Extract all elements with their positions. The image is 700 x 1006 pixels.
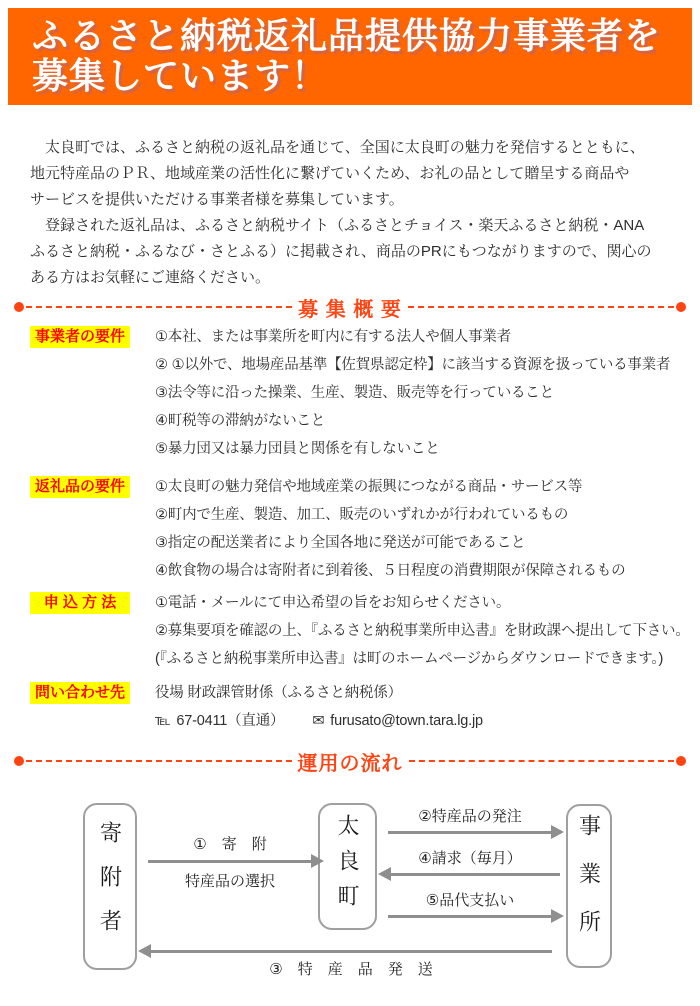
flow-box-donor-text: 寄附者 <box>97 820 123 953</box>
intro-line: 地元特産品のＰＲ、地域産業の活性化に繋げていくため、お礼の品として贈呈する商品や <box>30 165 630 182</box>
flow-label-invoice: ④請求（毎月） <box>418 850 522 867</box>
list-item: ② ①以外で、地場産品基準【佐賀県認定枠】に該当する資源を扱っている事業者 <box>155 357 671 373</box>
banner <box>8 8 692 105</box>
arrow-order-right-icon <box>388 831 552 834</box>
contact-label: 問い合わせ先 <box>30 682 130 704</box>
flow-label-product-selection: 特産品の選択 <box>184 873 275 890</box>
section-provider-requirements <box>30 323 700 463</box>
mail-icon: ✉ <box>312 713 325 729</box>
provider-requirements-label: 事業者の要件 <box>30 326 130 348</box>
flow-box-town <box>318 803 377 930</box>
divider-recruit <box>14 297 686 321</box>
arrow-donation-right-icon <box>148 860 312 863</box>
divider-dash <box>26 760 292 762</box>
intro-line: 登録された返礼品は、ふるさと納税サイト（ふるさとチョイス・楽天ふるさと納税・ANA <box>30 217 645 234</box>
flow-box-donor <box>83 803 137 970</box>
tel-icon: ℡ <box>155 713 171 729</box>
intro-line: サービスを提供いただける事業者様を募集しています。 <box>30 191 404 208</box>
arrow-shipping-left-icon <box>150 950 552 953</box>
contact-office-line: 役場 財政課管財係（ふるさと納税係） <box>155 685 402 701</box>
divider-dash <box>408 306 674 308</box>
apply-method-items <box>155 589 690 673</box>
divider-flow <box>14 751 686 775</box>
flow-label-order: ②特産品の発注 <box>418 808 522 825</box>
flow-label-payment: ⑤品代支払い <box>425 892 515 909</box>
intro-line: ふるさと納税・ふるなび・さとふる）に掲載され、商品のPRにもつながりますので、関心の <box>30 243 652 260</box>
flow-label-shipping: ③ 特 産 品 発 送 <box>269 961 433 978</box>
list-item: ④飲食物の場合は寄附者に到着後、５日程度の消費期限が保障されるもの <box>155 563 626 579</box>
divider-dot-left <box>14 756 24 766</box>
contact-items <box>155 679 483 735</box>
flow-diagram <box>0 777 700 998</box>
intro-line: 太良町では、ふるさと納税の返礼品を通じて、全国に太良町の魅力を発信するとともに、 <box>30 139 645 156</box>
gift-requirements-label: 返礼品の要件 <box>30 476 130 498</box>
section-contact <box>30 679 700 735</box>
section-apply-method <box>30 589 700 673</box>
list-item: ①電話・メールにて申込希望の旨をお知らせください。 <box>155 595 511 611</box>
list-item: ①本社、または事業所を町内に有する法人や個人事業者 <box>155 329 511 345</box>
flyer-page <box>0 8 700 1006</box>
flow-box-business <box>566 804 612 968</box>
list-item: ①太良町の魅力発信や地域産業の振興につながる商品・サービス等 <box>155 479 583 495</box>
contact-tel-mail-line <box>155 707 483 735</box>
flow-label-donation: ① 寄 附 <box>193 836 267 853</box>
arrow-invoice-left-icon <box>390 873 560 876</box>
flow-box-business-text: 事業所 <box>576 814 602 958</box>
intro-paragraphs <box>30 135 672 291</box>
list-item: ③法令等に沿った操業、生産、製造、販売等を行っていること <box>155 385 554 401</box>
divider-dot-right <box>676 302 686 312</box>
section-gift-requirements <box>30 473 700 585</box>
divider-dot-left <box>14 302 24 312</box>
banner-title-line1: ふるさと納税返礼品提供協力事業者を <box>32 15 662 56</box>
list-item: (『ふるさと納税事業所申込書』は町のホームページからダウンロードできます。) <box>155 651 664 667</box>
provider-requirements-items <box>155 323 670 463</box>
contact-email: furusato@town.tara.lg.jp <box>330 713 483 729</box>
list-item: ②町内で生産、製造、加工、販売のいずれかが行われているもの <box>155 507 569 523</box>
divider-dot-right <box>676 756 686 766</box>
arrow-payment-right-icon <box>388 915 552 918</box>
gift-requirements-items <box>155 473 625 585</box>
divider-dash <box>26 306 292 308</box>
list-item: ②募集要項を確認の上、『ふるさと納税事業所申込書』を財政課へ提出して下さい。 <box>155 623 690 639</box>
divider-dash <box>409 760 675 762</box>
intro-line: ある方はお気軽にご連絡ください。 <box>30 269 271 286</box>
banner-title-line2: 募集しています！ <box>32 55 329 96</box>
list-item: ⑤暴力団又は暴力団員と関係を有しないこと <box>155 441 440 457</box>
contact-tel-number: 67-0411（直通） <box>176 713 285 729</box>
apply-method-label: 申 込 方 法 <box>30 592 130 614</box>
list-item: ④町税等の滞納がないこと <box>155 413 326 429</box>
flow-box-town-text: 太良町 <box>335 814 360 919</box>
divider-recruit-title: 募 集 概 要 <box>298 298 402 321</box>
list-item: ③指定の配送業者により全国各地に発送が可能であること <box>155 535 526 551</box>
divider-flow-title: 運用の流れ <box>297 752 403 775</box>
